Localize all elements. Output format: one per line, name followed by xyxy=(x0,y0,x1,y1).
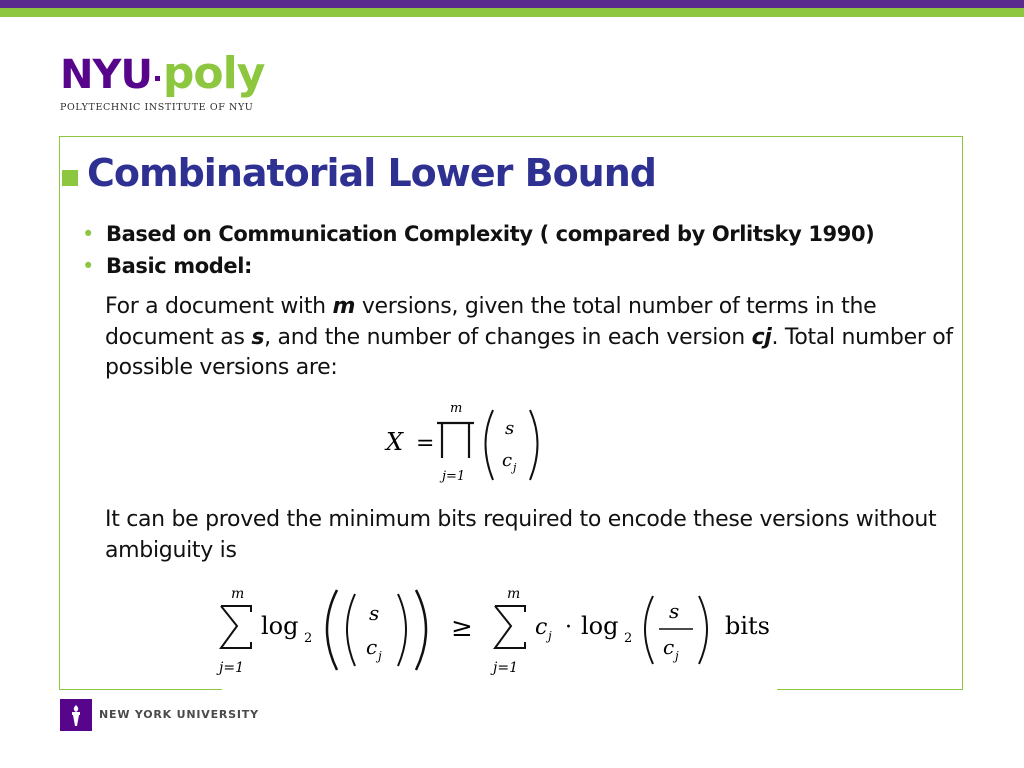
sum-icon xyxy=(221,606,251,648)
logo-wordmark xyxy=(60,48,265,99)
log-sub: 2 xyxy=(624,631,633,646)
logo-subtitle: POLYTECHNIC INSTITUTE OF NYU xyxy=(60,102,254,113)
var-cj: cj xyxy=(751,324,772,350)
log-text: log xyxy=(261,612,299,640)
product-icon xyxy=(437,423,474,458)
nyu-poly-logo xyxy=(60,48,265,113)
frame-gap xyxy=(222,686,777,694)
para-text: versions, given the total number of terms in the document as xyxy=(105,294,877,350)
para-text: . Total number of possible versions are: xyxy=(105,324,953,380)
left-paren-icon xyxy=(645,596,653,664)
dot-operator: · xyxy=(565,615,572,640)
para-text: , and the number of changes in each version xyxy=(264,324,752,350)
bits-text: bits xyxy=(725,612,770,640)
product-lower: j=1 xyxy=(442,469,466,484)
log-sub: 2 xyxy=(304,631,313,646)
right-paren-icon xyxy=(699,596,707,664)
binom-top: s xyxy=(505,418,515,439)
sum-lower: j=1 xyxy=(493,660,518,676)
bullet-text: Based on Communication Complexity ( compared by Orlitsky 1990) xyxy=(106,222,875,246)
log-text: log xyxy=(581,612,619,640)
versions-count-formula xyxy=(380,398,560,488)
binom-bottom: c xyxy=(502,450,513,471)
outer-right-paren-icon xyxy=(416,590,426,670)
logo-nyu-text: NYU xyxy=(60,52,152,98)
var-s: s xyxy=(251,324,265,350)
bullet-item xyxy=(80,218,950,250)
product-upper: m xyxy=(450,401,463,416)
sum-upper: m xyxy=(231,586,245,602)
minimum-bits-formula xyxy=(215,582,795,682)
binom-bottom-sub: j xyxy=(513,461,517,474)
sum-lower: j=1 xyxy=(219,660,244,676)
binom-top: s xyxy=(369,601,380,625)
inner-right-paren-icon xyxy=(398,594,406,666)
left-paren-icon xyxy=(486,410,494,480)
fraction-bottom-sub: j xyxy=(675,649,679,663)
bullet-list xyxy=(80,218,950,282)
title-marker-square xyxy=(62,170,78,186)
geq-sign: ≥ xyxy=(451,613,473,643)
fraction-top: s xyxy=(669,599,680,623)
cj-text: c xyxy=(535,615,548,640)
sum-icon xyxy=(495,606,525,648)
nyu-torch-icon xyxy=(60,699,92,731)
formula-equals: = xyxy=(416,431,435,456)
top-green-bar xyxy=(0,8,1024,17)
bullet-dot-icon: • xyxy=(82,222,94,246)
var-m: m xyxy=(332,294,356,319)
logo-poly-text: poly xyxy=(162,48,265,99)
bound-description: It can be proved the minimum bits required to encode these versions without ambiguity is xyxy=(105,507,937,563)
bullet-item xyxy=(80,250,950,282)
model-description xyxy=(105,292,955,384)
logo-separator-dot xyxy=(155,76,160,81)
right-paren-icon xyxy=(530,410,538,480)
bullet-text: Basic model: xyxy=(106,254,253,278)
top-purple-bar xyxy=(0,0,1024,8)
fraction-bottom: c xyxy=(663,635,675,659)
inner-left-paren-icon xyxy=(347,594,355,666)
footer-university-name: NEW YORK UNIVERSITY xyxy=(99,708,259,721)
binom-bottom-sub: j xyxy=(378,649,382,663)
torch-icon xyxy=(60,699,92,731)
slide-title: Combinatorial Lower Bound xyxy=(87,151,656,195)
formula-lhs: X xyxy=(386,428,404,456)
para-text: For a document with xyxy=(105,294,333,319)
binom-bottom: c xyxy=(366,635,378,659)
bullet-dot-icon: • xyxy=(82,254,94,278)
sum-upper: m xyxy=(507,586,521,602)
outer-left-paren-icon xyxy=(327,590,337,670)
cj-sub: j xyxy=(548,629,552,643)
